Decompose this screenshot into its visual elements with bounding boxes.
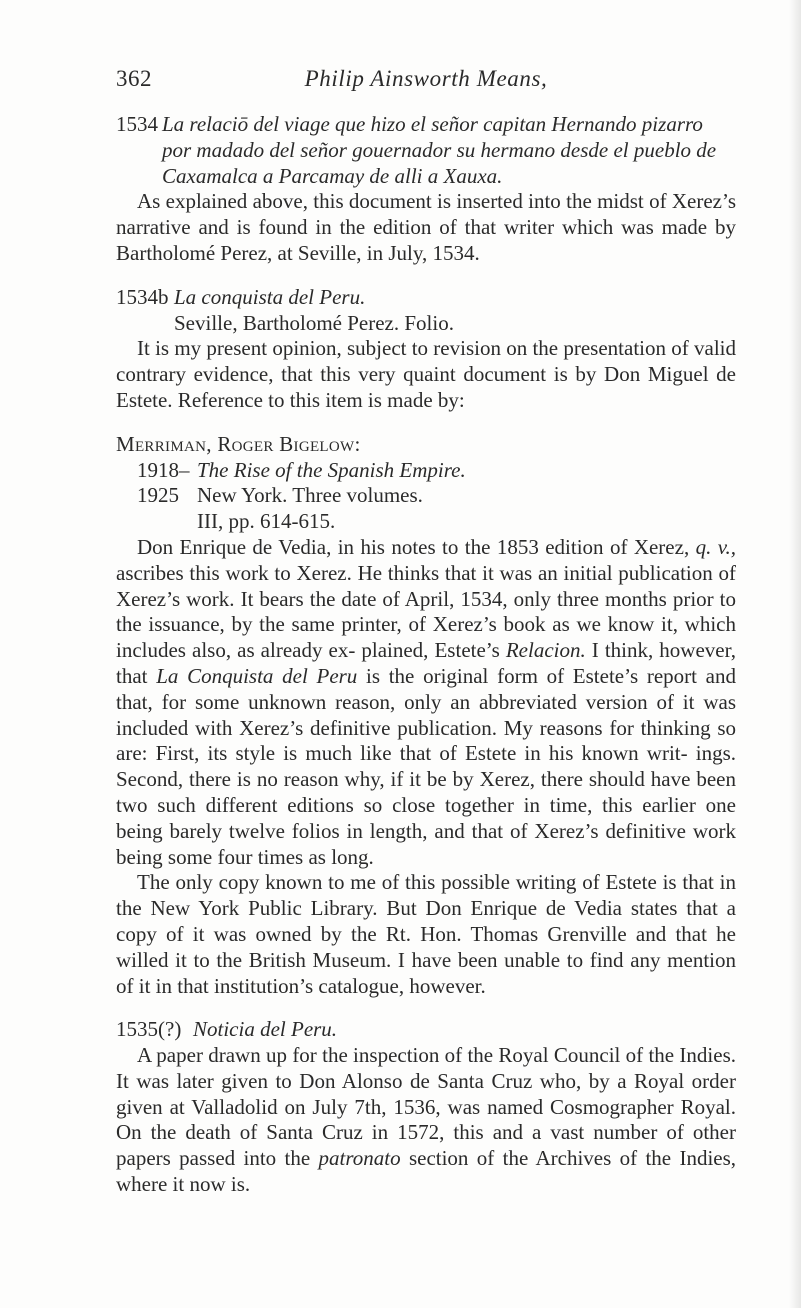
reference-year: 1925: [137, 483, 179, 508]
page-number: 362: [116, 66, 152, 91]
note-text: section of the Archives of the Indies, where it now is.: [116, 1146, 737, 1197]
entry-heading: [116, 112, 736, 189]
note-italic: patronato: [318, 1146, 401, 1171]
discussion-text: Don Enrique de Vedia, in his notes to the 1853 edition of Xerez,: [137, 534, 690, 559]
note-text: A paper drawn up for the inspection of the Royal Council of the Indies. It was later given to Don Alonso de Santa Cruz who, by a Royal order given at Valladolid on July 7th, 1536, was named Cosmographer Royal. On the death of Santa Cruz in 1572, this and a vast number of other papers passed into the: [116, 1043, 736, 1171]
running-head: [116, 66, 736, 100]
discussion-text: is the original form of Estete’s report and that, for some unknown reason, only an abbreviated version of it was included with Xerez’s definitive publication. My reasons for thinking so are: First, its style is much like that of Estete in his known writ- ings. Second, there is no reason why, if it be by Xerez, there should have been two such different editions so close together in time, this earlier one being barely twelve folios in length, and that of Xerez’s definitive work being some four times as long.: [116, 663, 736, 869]
reference-year: 1918–: [137, 457, 190, 482]
discussion-text: I think, however, that: [116, 638, 737, 688]
running-title: Philip Ainsworth Means,: [304, 66, 548, 91]
page-body: [116, 112, 736, 1198]
reference-line: [116, 458, 736, 484]
bibliography-entry-1534b: [116, 285, 736, 1000]
reference-text: New York. Three volumes.: [197, 483, 423, 508]
bibliography-entry-1534: [116, 112, 736, 267]
paragraph-gap: [116, 414, 736, 432]
discussion-italic: q. v.,: [695, 534, 737, 559]
discussion-paragraph: The only copy known to me of this possible writing of Estete is that in the New York Public Library. But Don Enrique de Vedia states that a copy of it was owned by the Rt. Hon. Thomas Grenville and that he willed it to the British Museum. I have been unable to find any mention of it in that institution’s catalogue, however.: [116, 870, 736, 998]
reference-line: [116, 483, 736, 509]
reference-author-name: Merriman, Roger Bigelow:: [116, 431, 361, 456]
entry-gap: [116, 999, 736, 1017]
entry-title: La conquista del Peru.: [174, 284, 366, 309]
discussion-text: ascribes this work to Xerez. He thinks that it was an initial publication of Xerez’s work. It bears the date of April, 1534, only three months prior to the issuance, by the same printer, of Xerez’s book as we know it, which includes also, as already ex- plained, Estete’s: [116, 560, 736, 663]
reference-title: The Rise of the Spanish Empire.: [197, 457, 466, 482]
reference-pages: III, pp. 614-615.: [197, 509, 336, 534]
discussion-paragraph: [116, 535, 736, 870]
discussion-italic: Relacion.: [505, 638, 586, 663]
entry-heading: [116, 285, 736, 311]
entry-note: [116, 1043, 736, 1198]
reference-author: [116, 432, 736, 458]
entry-gap: [116, 267, 736, 285]
bibliography-entry-1535: [116, 1017, 736, 1198]
entry-year: 1535(?): [116, 1017, 182, 1042]
entry-heading: [116, 1017, 736, 1043]
entry-title: Noticia del Peru.: [193, 1017, 338, 1042]
entry-note: It is my present opinion, subject to revision on the presentation of valid contrary evidence, that this very quaint document is by Don Miguel de Estete. Reference to this item is made by:: [116, 336, 736, 412]
entry-imprint: Seville, Bartholomé Perez. Folio.: [174, 310, 454, 335]
discussion-italic: La Conquista del Peru: [156, 663, 358, 688]
entry-title: La relaciō del viage que hizo el señor capitan Hernando pizarro por madado del señor gouernador su hermano desde el pueblo de Caxamalca a Parcamay de alli a Xauxa.: [162, 112, 717, 188]
entry-year: 1534: [116, 112, 158, 136]
page-edge-shadow: [789, 0, 801, 1308]
entry-year: 1534b: [116, 284, 169, 309]
entry-note: As explained above, this document is inserted into the midst of Xerez’s narrative and is found in the edition of that writer which was made by Bartholomé Perez, at Seville, in July, 1534.: [116, 189, 736, 265]
